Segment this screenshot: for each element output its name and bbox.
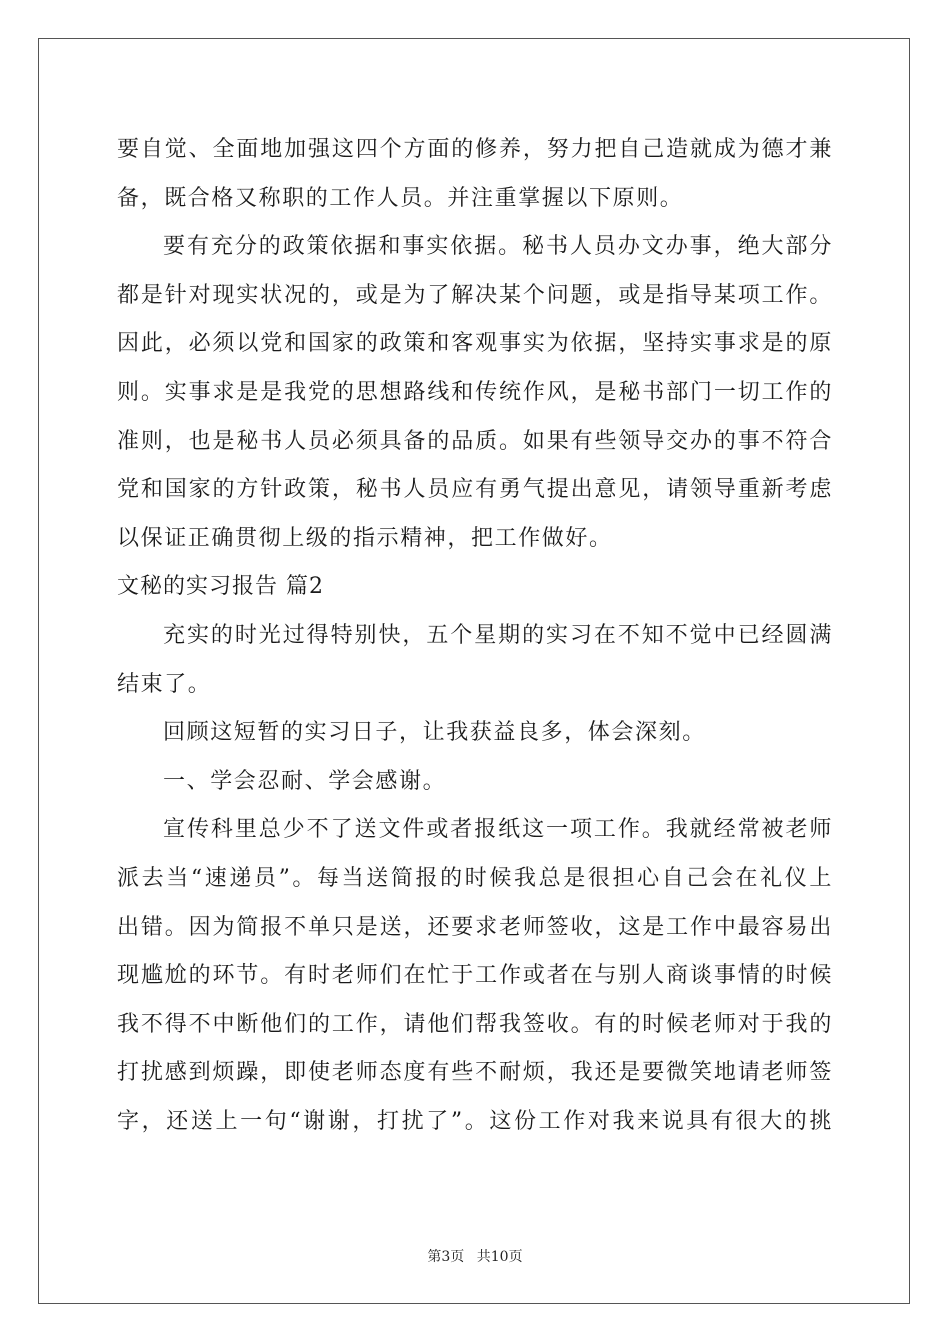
page-footer	[0, 1246, 950, 1266]
text-line: 则。实事求是是我党的思想路线和传统作风，是秘书部门一切工作的	[117, 379, 833, 405]
text-line: 结束了。	[117, 671, 212, 697]
text-line: 打扰感到烦躁，即使老师态度有些不耐烦，我还是要微笑地请老师签	[117, 1060, 833, 1086]
text-line: 以保证正确贯彻上级的指示精神，把工作做好。	[117, 525, 613, 551]
text-line: 要有充分的政策依据和事实依据。秘书人员办文办事，绝大部分	[163, 234, 833, 260]
section-heading: 文秘的实习报告 篇2	[117, 574, 324, 600]
text-line: 我不得不中断他们的工作，请他们帮我签收。有的时候老师对于我的	[117, 1011, 833, 1037]
document-body	[117, 126, 833, 1146]
text-line: 字，还送上一句“谢谢，打扰了”。这份工作对我来说具有很大的挑	[117, 1108, 833, 1134]
page-total: 共10页	[476, 1249, 523, 1265]
text-line: 因此，必须以党和国家的政策和客观事实为依据，坚持实事求是的原	[117, 331, 833, 357]
text-line: 都是针对现实状况的，或是为了解决某个问题，或是指导某项工作。	[117, 282, 833, 308]
text-line: 准则，也是秘书人员必须具备的品质。如果有些领导交办的事不符合	[117, 428, 833, 454]
text-line: 现尴尬的环节。有时老师们在忙于工作或者在与别人商谈事情的时候	[117, 963, 833, 989]
text-line: 备，既合格又称职的工作人员。并注重掌握以下原则。	[117, 185, 684, 211]
text-line: 宣传科里总少不了送文件或者报纸这一项工作。我就经常被老师	[163, 817, 833, 843]
text-line: 充实的时光过得特别快，五个星期的实习在不知不觉中已经圆满	[163, 622, 833, 648]
text-line: 要自觉、全面地加强这四个方面的修养，努力把自己造就成为德才兼	[117, 137, 833, 162]
text-line: 出错。因为简报不单只是送，还要求老师签收，这是工作中最容易出	[117, 914, 833, 940]
text-line: 一、学会忍耐、学会感谢。	[163, 768, 447, 794]
text-line: 党和国家的方针政策，秘书人员应有勇气提出意见，请领导重新考虑	[117, 477, 833, 503]
text-line: 派去当“速递员”。每当送简报的时候我总是很担心自己会在礼仪上	[117, 865, 833, 891]
text-line: 回顾这短暂的实习日子，让我获益良多，体会深刻。	[163, 720, 706, 746]
page-number: 第3页	[427, 1249, 465, 1265]
